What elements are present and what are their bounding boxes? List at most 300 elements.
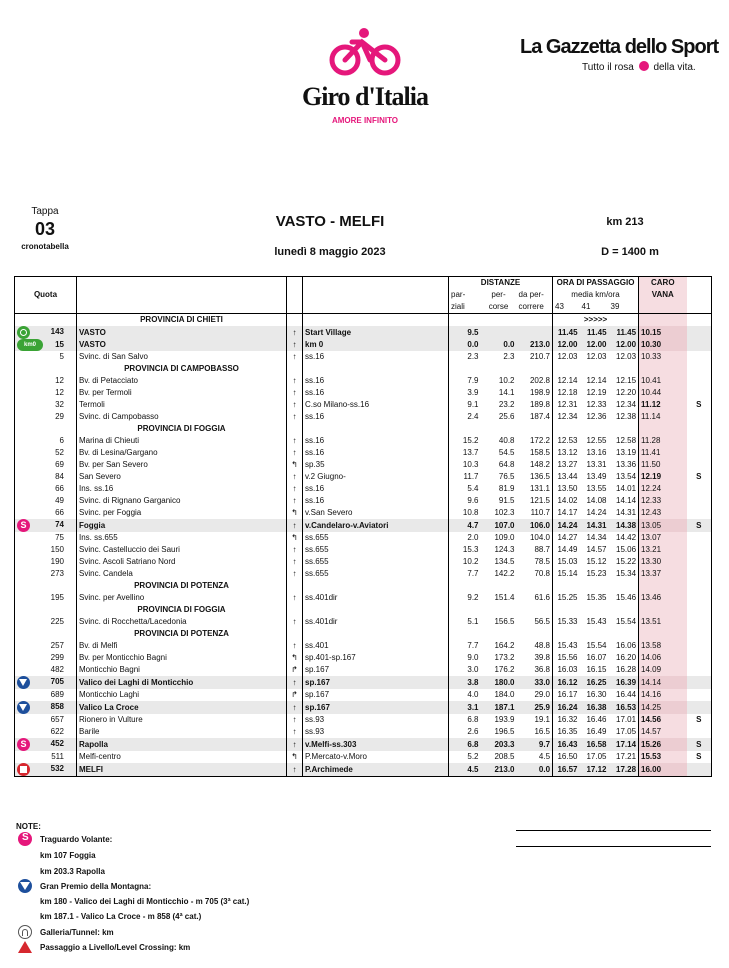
time-41-cell: 14.57 <box>586 545 607 555</box>
crossing-note: Passaggio a Livello/Level Crossing: km <box>40 943 191 952</box>
province-header <box>15 314 712 327</box>
daper-cell: 213.0 <box>517 339 553 351</box>
road-cell: ss.16 <box>303 447 449 459</box>
road-cell: ss.401dir <box>303 616 449 628</box>
daper-cell: 4.5 <box>517 751 553 763</box>
daper-cell: 9.7 <box>517 738 553 751</box>
quota-cell: 29 <box>55 412 64 422</box>
sprint-flag-cell <box>687 351 712 363</box>
time-43-cell: 16.24 <box>553 701 580 714</box>
road-cell: v.Melfi-ss.303 <box>303 738 449 751</box>
daper-cell: 106.0 <box>517 519 553 532</box>
speed-39-header: 39 <box>609 301 639 314</box>
table-row <box>15 435 712 447</box>
direction-arrow-icon: ↑ <box>287 399 303 411</box>
percorse-cell: 173.2 <box>494 653 515 663</box>
time-41-cell: 17.05 <box>586 752 607 762</box>
sprint-icon: S <box>17 519 30 532</box>
road-cell: ss.93 <box>303 726 449 738</box>
location-cell: Bv. di Petacciato <box>77 375 287 387</box>
table-row <box>15 399 712 411</box>
parziali-cell: 10.8 <box>462 508 479 518</box>
sprint-flag-cell <box>687 483 712 495</box>
percorse-cell: 151.4 <box>494 593 515 603</box>
location-cell: Svinc. per Avellino <box>77 592 287 604</box>
time-39-cell: 12.00 <box>609 339 639 351</box>
road-cell: ss.655 <box>303 532 449 544</box>
time-41-cell: 16.58 <box>580 738 609 751</box>
carovana-cell: 10.15 <box>639 326 687 339</box>
time-43-cell: 13.50 <box>557 484 578 494</box>
time-39-cell: 17.01 <box>609 714 639 726</box>
road-cell: ss.16 <box>303 351 449 363</box>
road-cell: ss.401 <box>303 640 449 652</box>
gpm-label: Gran Premio della Montagna: <box>40 882 152 891</box>
location-cell: Rapolla <box>77 738 287 751</box>
quota-cell: 299 <box>50 653 64 663</box>
direction-arrow-icon: ↑ <box>287 483 303 495</box>
parziali-cell: 7.9 <box>467 376 479 386</box>
timetable-rows <box>15 314 712 777</box>
quota-cell: 150 <box>50 545 64 555</box>
quota-cell: 143 <box>50 327 64 336</box>
tv-item-1: km 107 Foggia <box>40 851 96 860</box>
time-41-cell: 14.34 <box>586 533 607 543</box>
time-43-cell: 15.43 <box>557 641 578 651</box>
province-header <box>15 604 712 616</box>
percorse-cell: 203.3 <box>481 738 517 751</box>
time-39-cell: 15.46 <box>609 592 639 604</box>
gazzetta-heart-icon <box>639 61 649 71</box>
carovana-cell: 14.09 <box>639 664 687 676</box>
table-row <box>15 616 712 628</box>
quota-cell: 12 <box>55 376 64 386</box>
location-cell: Monticchio Laghi <box>77 689 287 701</box>
quota-cell: 195 <box>50 593 64 603</box>
daper-cell: 48.8 <box>517 640 553 652</box>
time-43-cell: 11.45 <box>553 326 580 339</box>
sprint-flag-cell: S <box>687 751 712 763</box>
giro-brand-name: Giro d'Italia <box>302 82 428 111</box>
direction-arrow-icon: ↑ <box>287 763 303 777</box>
time-39-cell: 12.03 <box>609 351 639 363</box>
header-row-3 <box>15 301 712 314</box>
carovana-cell: 13.21 <box>639 544 687 556</box>
table-row <box>15 459 712 471</box>
direction-arrow-icon: ↑ <box>287 447 303 459</box>
parziali-cell: 9.6 <box>467 496 479 506</box>
quota-cell: 190 <box>50 557 64 567</box>
tunnel-icon <box>18 925 32 939</box>
parziali-cell: 5.4 <box>467 484 479 494</box>
time-41-cell: 12.14 <box>586 376 607 386</box>
percorse-cell: 176.2 <box>494 665 515 675</box>
direction-arrow-icon: ↑ <box>287 676 303 689</box>
sprint-flag-cell <box>687 556 712 568</box>
daper-cell <box>517 326 553 339</box>
gazzetta-tagline-before: Tutto il rosa <box>582 62 634 73</box>
gazzetta-tagline <box>520 61 710 73</box>
percorse-cell: 25.6 <box>498 412 515 422</box>
location-cell: Svinc. Castelluccio dei Sauri <box>77 544 287 556</box>
time-43-cell: 15.25 <box>557 593 578 603</box>
time-43-cell: 16.03 <box>557 665 578 675</box>
distanze-header: DISTANZE <box>449 277 553 290</box>
road-cell: ss.16 <box>303 387 449 399</box>
percorse-cell: 40.8 <box>498 436 515 446</box>
sprint-flag-cell: S <box>687 714 712 726</box>
location-cell: VASTO <box>77 326 287 339</box>
sprint-flag-cell <box>687 592 712 604</box>
sprint-flag-cell <box>687 339 712 351</box>
direction-arrow-icon: ↰ <box>287 507 303 519</box>
daper-cell: 61.6 <box>517 592 553 604</box>
sprint-icon: S <box>17 738 30 751</box>
carovana-cell: 16.00 <box>639 763 687 777</box>
percorse-cell: 91.5 <box>498 496 515 506</box>
time-41-cell: 13.55 <box>586 484 607 494</box>
header-row-1 <box>15 277 712 290</box>
location-cell: Svinc. Ascoli Satriano Nord <box>77 556 287 568</box>
percorse-cell: 23.2 <box>498 400 515 410</box>
province-name: PROVINCIA DI FOGGIA <box>77 423 287 435</box>
direction-arrow-icon: ↑ <box>287 375 303 387</box>
time-41-cell: 12.55 <box>586 436 607 446</box>
table-row <box>15 664 712 676</box>
parziali-cell: 9.2 <box>467 593 479 603</box>
quota-cell: 657 <box>50 715 64 725</box>
table-row <box>15 714 712 726</box>
direction-arrow-icon: ↑ <box>287 714 303 726</box>
location-cell: Marina di Chieuti <box>77 435 287 447</box>
time-39-cell: 13.36 <box>609 459 639 471</box>
percorse-cell: 64.8 <box>498 460 515 470</box>
carovana-cell: 11.14 <box>639 411 687 423</box>
carovana-cell: 12.33 <box>639 495 687 507</box>
sprint-flag-cell <box>687 726 712 738</box>
road-cell: ss.16 <box>303 483 449 495</box>
direction-arrow-icon: ↑ <box>287 495 303 507</box>
time-43-cell: 12.31 <box>557 400 578 410</box>
direction-arrow-icon: ↑ <box>287 339 303 351</box>
sprint-flag-cell <box>687 676 712 689</box>
tappa-block <box>18 206 72 251</box>
table-row <box>15 592 712 604</box>
parziali-cell: 9.5 <box>449 326 481 339</box>
direction-arrow-icon: ↑ <box>287 519 303 532</box>
quota-cell: 49 <box>55 496 64 506</box>
road-cell: sp.401-sp.167 <box>303 652 449 664</box>
percorse-cell: 184.0 <box>494 690 515 700</box>
direction-arrow-icon: ↑ <box>287 326 303 339</box>
time-41-cell: 16.30 <box>586 690 607 700</box>
gpm-item-2: km 187.1 - Valico La Croce - m 858 (4ª cat.) <box>40 912 202 921</box>
percorse-cell: 2.3 <box>503 352 515 362</box>
daper-cell: 25.9 <box>517 701 553 714</box>
time-39-cell: 14.14 <box>609 495 639 507</box>
location-cell: Bv. di Melfi <box>77 640 287 652</box>
sprint-flag-cell <box>687 544 712 556</box>
location-cell: Valico La Croce <box>77 701 287 714</box>
direction-arrow-icon: ↑ <box>287 726 303 738</box>
table-row <box>15 507 712 519</box>
sprint-flag-cell <box>687 387 712 399</box>
time-43-cell: 14.49 <box>557 545 578 555</box>
tappa-label: Tappa <box>31 206 59 217</box>
quota-cell: 858 <box>50 702 64 712</box>
time-43-cell: 12.14 <box>557 376 578 386</box>
quota-cell: 705 <box>50 677 64 687</box>
quota-header: Quota <box>15 289 77 301</box>
time-43-cell: 16.17 <box>557 690 578 700</box>
time-41-cell: 13.31 <box>586 460 607 470</box>
carovana-cell: 11.12 <box>639 399 687 411</box>
parziali-cell: 11.7 <box>463 472 479 482</box>
time-43-cell: 12.18 <box>557 388 578 398</box>
carovana-cell: 12.24 <box>639 483 687 495</box>
quota-cell: 257 <box>50 641 64 651</box>
carovana-cell: 14.14 <box>639 676 687 689</box>
header-row-2 <box>15 289 712 301</box>
parziali-cell: 5.2 <box>467 752 479 762</box>
time-43-cell: 15.56 <box>557 653 578 663</box>
quota-cell: 6 <box>59 436 64 446</box>
time-41-cell: 15.43 <box>586 617 607 627</box>
caro-header-1: CARO <box>639 277 687 290</box>
sprint-flag-cell <box>687 375 712 387</box>
quota-cell: 452 <box>50 739 64 749</box>
carovana-cell: 14.06 <box>639 652 687 664</box>
time-39-cell: 15.06 <box>609 544 639 556</box>
media-header: media km/ora <box>553 289 639 301</box>
time-39-cell: 13.19 <box>609 447 639 459</box>
direction-arrow-icon: ↑ <box>287 640 303 652</box>
parziali-cell: 3.0 <box>467 665 479 675</box>
time-39-cell: 15.54 <box>609 616 639 628</box>
location-cell: Svinc. di San Salvo <box>77 351 287 363</box>
location-cell: Bv. per Monticchio Bagni <box>77 652 287 664</box>
sprint-flag-cell: S <box>687 471 712 483</box>
table-row <box>15 556 712 568</box>
road-cell: v.San Severo <box>303 507 449 519</box>
road-cell: Start Village <box>303 326 449 339</box>
road-cell: ss.93 <box>303 714 449 726</box>
gpm-item-1: km 180 - Valico dei Laghi di Monticchio - m 705 (3ª cat.) <box>40 897 250 906</box>
sprint-flag-cell <box>687 652 712 664</box>
province-header <box>15 580 712 592</box>
table-row <box>15 519 712 532</box>
daper-cell: 56.5 <box>517 616 553 628</box>
daper-cell: 16.5 <box>517 726 553 738</box>
quota-cell: 225 <box>50 617 64 627</box>
percorse-cell: 0.0 <box>481 339 517 351</box>
table-row <box>15 676 712 689</box>
time-43-cell: 14.27 <box>557 533 578 543</box>
carovana-cell: 11.50 <box>639 459 687 471</box>
time-39-cell: 14.31 <box>609 507 639 519</box>
gazzetta-tagline-after: della vita. <box>653 62 696 73</box>
table-row <box>15 751 712 763</box>
stage-title: VASTO - MELFI <box>275 213 385 230</box>
daper-cell: 0.0 <box>517 763 553 777</box>
direction-arrow-icon: ↑ <box>287 738 303 751</box>
location-cell: Svinc. di Rignano Garganico <box>77 495 287 507</box>
percorse-cell: 76.5 <box>498 472 515 482</box>
daper-cell: 158.5 <box>517 447 553 459</box>
time-39-cell: 12.15 <box>609 375 639 387</box>
time-41-cell: 12.00 <box>580 339 609 351</box>
location-cell: MELFI <box>77 763 287 777</box>
location-cell: Rionero in Vulture <box>77 714 287 726</box>
time-41-cell: 15.12 <box>586 557 607 567</box>
quota-cell: 69 <box>55 460 64 470</box>
direction-arrow-icon: ↑ <box>287 592 303 604</box>
parziali-cell: 2.3 <box>467 352 479 362</box>
carovana-cell: 13.37 <box>639 568 687 580</box>
time-41-cell: 12.03 <box>586 352 607 362</box>
parziali-cell: 3.8 <box>449 676 481 689</box>
parziali-cell: 7.7 <box>467 569 479 579</box>
location-cell: Bv. di Lesina/Gargano <box>77 447 287 459</box>
daper-cell: 110.7 <box>517 507 553 519</box>
road-cell: ss.16 <box>303 375 449 387</box>
location-cell: Svinc. di Rocchetta/Lacedonia <box>77 616 287 628</box>
time-41-cell: 16.25 <box>580 676 609 689</box>
parziali-cell: 2.4 <box>467 412 479 422</box>
daper-cell: 19.1 <box>517 714 553 726</box>
time-39-cell: 14.01 <box>609 483 639 495</box>
time-39-cell: 17.14 <box>609 738 639 751</box>
location-cell: Valico dei Laghi di Monticchio <box>77 676 287 689</box>
quota-cell: 32 <box>55 400 64 410</box>
parziali-header-2: ziali <box>449 301 481 314</box>
giro-brand-tagline: AMORE INFINITO <box>331 116 399 125</box>
timetable <box>14 276 712 777</box>
direction-arrow-icon: ↑ <box>287 568 303 580</box>
table-row <box>15 326 712 339</box>
table-row <box>15 726 712 738</box>
road-cell: C.so Milano-ss.16 <box>303 399 449 411</box>
time-41-cell: 12.19 <box>586 388 607 398</box>
province-name: PROVINCIA DI POTENZA <box>77 580 287 592</box>
daper-cell: 136.5 <box>517 471 553 483</box>
location-cell: Monticchio Bagni <box>77 664 287 676</box>
parziali-cell: 2.6 <box>467 727 479 737</box>
gazzetta-name: La Gazzetta dello Sport <box>520 36 719 58</box>
parziali-cell: 6.8 <box>467 715 479 725</box>
table-row <box>15 351 712 363</box>
direction-arrow-icon: ↰ <box>287 459 303 471</box>
percorse-cell: 124.3 <box>494 545 515 555</box>
quota-cell: 52 <box>55 448 64 458</box>
quota-cell: 5 <box>59 352 64 362</box>
percorse-cell <box>481 326 517 339</box>
table-row <box>15 447 712 459</box>
tv-item-2: km 203.3 Rapolla <box>40 867 105 876</box>
time-41-cell: 15.35 <box>586 593 607 603</box>
carovana-cell: 15.26 <box>639 738 687 751</box>
time-43-cell: 12.34 <box>557 412 578 422</box>
sprint-flag-cell <box>687 532 712 544</box>
quota-cell: 532 <box>50 764 64 774</box>
location-cell: Barile <box>77 726 287 738</box>
road-cell: sp.167 <box>303 664 449 676</box>
province-header <box>15 363 712 375</box>
time-39-cell: 17.28 <box>609 763 639 777</box>
direction-arrow-icon: ↰ <box>287 751 303 763</box>
parziali-cell: 3.1 <box>449 701 481 714</box>
location-cell: Bv. per Termoli <box>77 387 287 399</box>
sprint-icon: S <box>18 832 32 846</box>
carovana-cell: 13.30 <box>639 556 687 568</box>
location-cell: Melfi-centro <box>77 751 287 763</box>
carovana-cell: 10.41 <box>639 375 687 387</box>
table-row <box>15 387 712 399</box>
stage-date: lunedì 8 maggio 2023 <box>274 246 386 258</box>
daper-cell: 131.1 <box>517 483 553 495</box>
road-cell: v.Candelaro-v.Aviatori <box>303 519 449 532</box>
parziali-cell: 15.2 <box>462 436 479 446</box>
province-name: PROVINCIA DI CAMPOBASSO <box>77 363 287 375</box>
location-cell: Termoli <box>77 399 287 411</box>
parziali-cell: 10.2 <box>462 557 479 567</box>
direction-arrow-icon: ↱ <box>287 664 303 676</box>
location-cell: Svinc. per Foggia <box>77 507 287 519</box>
percorse-cell: 14.1 <box>498 388 515 398</box>
location-cell: Bv. per San Severo <box>77 459 287 471</box>
time-41-cell: 12.33 <box>586 400 607 410</box>
time-39-cell: 16.20 <box>609 652 639 664</box>
carovana-cell: 15.53 <box>639 751 687 763</box>
direction-arrow-icon: ↑ <box>287 616 303 628</box>
time-39-cell: 13.54 <box>609 471 639 483</box>
location-cell: Svinc. di Campobasso <box>77 411 287 423</box>
sprint-flag-cell <box>687 701 712 714</box>
parziali-cell: 4.5 <box>449 763 481 777</box>
time-43-cell: 12.00 <box>553 339 580 351</box>
percorse-cell: 102.3 <box>494 508 515 518</box>
table-row <box>15 411 712 423</box>
sprint-flag-cell <box>687 447 712 459</box>
percorse-cell: 10.2 <box>498 376 515 386</box>
sprint-flag-cell <box>687 763 712 777</box>
daper-cell: 29.0 <box>517 689 553 701</box>
stage-dislivello: D = 1400 m <box>601 246 659 258</box>
time-41-cell: 16.07 <box>586 653 607 663</box>
gpm-icon <box>17 676 30 689</box>
quota-cell: 66 <box>55 484 64 494</box>
table-row <box>15 339 712 351</box>
direction-arrow-icon: ↰ <box>287 532 303 544</box>
time-43-cell: 14.02 <box>557 496 578 506</box>
percorse-cell: 208.5 <box>494 752 515 762</box>
province-header <box>15 423 712 435</box>
sprint-flag-cell: S <box>687 519 712 532</box>
level-crossing-icon <box>18 941 32 953</box>
daper-cell: 104.0 <box>517 532 553 544</box>
time-43-cell: 16.43 <box>553 738 580 751</box>
daper-cell: 189.8 <box>517 399 553 411</box>
road-cell: sp.35 <box>303 459 449 471</box>
percorse-cell: 164.2 <box>494 641 515 651</box>
location-cell: San Severo <box>77 471 287 483</box>
time-43-cell: 12.03 <box>557 352 578 362</box>
percorse-cell: 134.5 <box>494 557 515 567</box>
time-41-cell: 15.54 <box>586 641 607 651</box>
time-43-cell: 16.32 <box>557 715 578 725</box>
quota-cell: 12 <box>55 388 64 398</box>
time-41-cell: 11.45 <box>580 326 609 339</box>
